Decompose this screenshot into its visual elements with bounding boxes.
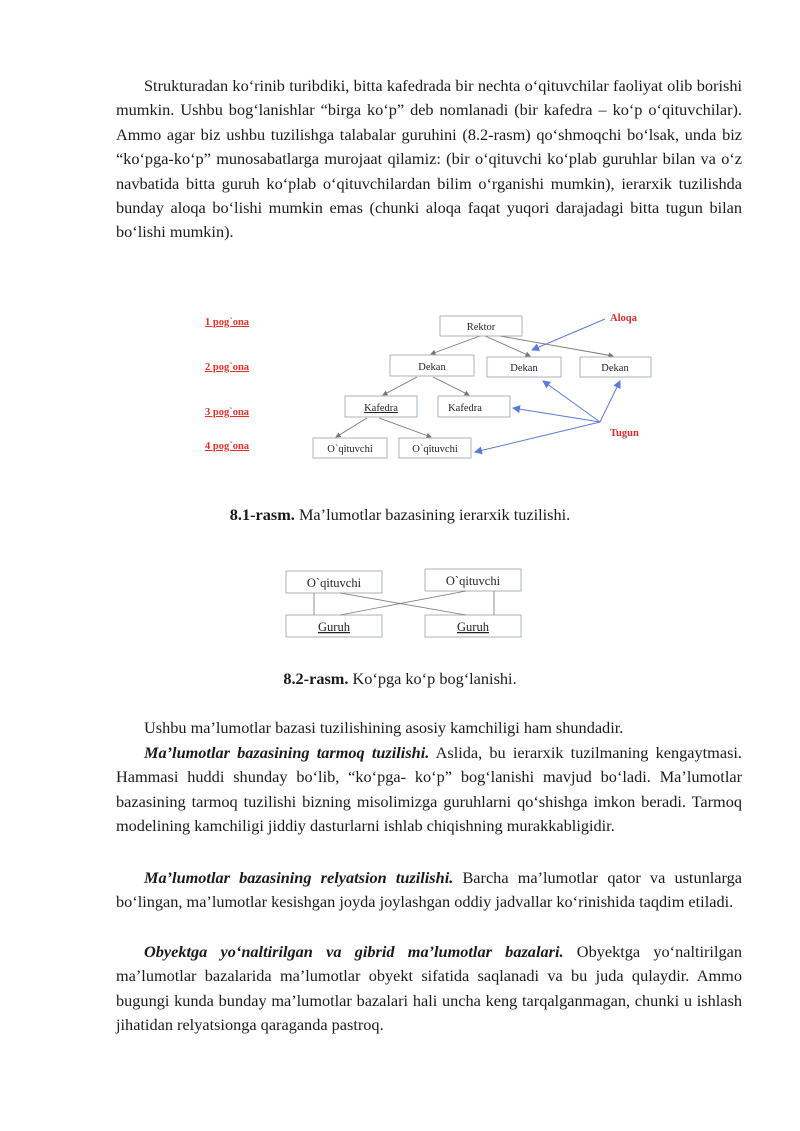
object-section-title: Obyektga yo‘naltirilgan va gibrid ma’lumotlar bazalari. [144,942,564,961]
svg-text:O`qituvchi: O`qituvchi [412,444,458,455]
svg-text:Guruh: Guruh [457,620,489,634]
fig2-connectors [314,591,494,615]
many-to-many-diagram [280,563,530,645]
node-kafedra-1 [345,396,417,417]
svg-text:O`qituvchi: O`qituvchi [445,574,501,588]
annotation-tugun: Tugun [610,428,639,439]
figure2-caption-text: Ko‘pga ko‘p bog‘lanishi. [348,669,517,688]
svg-text:O`qituvchi: O`qituvchi [306,576,362,590]
network-section-paragraph [116,741,742,839]
level-label-2: 2 pog`ona [205,362,250,373]
tree-connectors [336,336,613,437]
object-section-text: Obyektga yo‘naltirilgan ma’lumotlar bazalarida ma’lumotlar obyekt sifatida saqlanadi va bu juda qulaydir. Ammo bugungi kunda bunday ma’lumotlar bazalari hali uncha keng tarqalganmagan, chunki u ishlash jihatidan relyatsionga qaraganda pastroq. [116,942,742,1035]
relational-section-title: Ma’lumotlar bazasining relyatsion tuzilishi. [144,868,454,887]
node-dekan-2 [487,357,561,377]
svg-text:O`qituvchi: O`qituvchi [327,444,373,455]
intro-paragraph: Strukturadan ko‘rinib turibdiki, bitta kafedrada bir nechta o‘qituvchilar faoliyat olib borishi mumkin. Ushbu bog‘lanishlar “birga ko‘p” deb nomlanadi (bir kafedra – ko‘p o‘qituvchilar). Ammo agar biz ushbu tuzilishga talabalar guruhini (8.2-rasm) qo‘shmoqchi bo‘lsak, unda biz “ko‘pga-ko‘p” munosabatlarga murojaat qilamiz: (bir o‘qituvchi ko‘plab guruhlar bilan va o‘z navbatida bitta guruh ko‘plab o‘qituvchilardan bilim o‘rganishi mumkin), ierarxik tuzilishda bunday aloqa bo‘lishi mumkin emas (chunki aloqa faqat yuqori darajadagi bitta tugun bilan bo‘lishi mumkin). [116,76,742,242]
fig2-node-oqituvchi-2 [425,569,521,591]
node-oqituvchi-1 [313,438,387,458]
figure1-caption-label: 8.1-rasm. [229,505,295,524]
fig2-node-guruh-1 [286,615,382,637]
node-dekan-3 [580,357,651,377]
object-section-paragraph [116,940,742,1038]
network-section-text: Aslida, bu ierarxik tuzilmaning kengaytmasi. Hammasi huddi shunday bo‘lib, “ko‘pga- ko‘p” bog‘lanishi mavjud bo‘ladi. Ma’lumotlar bazasining tarmoq tuzilishi bizning misolimizga guruhlarni qo‘shishga imkon beradi. Tarmoq modelining kamchiligi jiddiy dasturlarni ishlab chiqishning murakkabligidir. [116,743,742,836]
figure1-caption-text: Ma’lumotlar bazasining ierarxik tuzilishi. [294,505,571,524]
svg-text:Dekan: Dekan [510,363,538,374]
shortcoming-paragraph: Ushbu ma’lumotlar bazasi tuzilishining asosiy kamchiligi ham shundadir. [144,718,624,737]
svg-text:Guruh: Guruh [318,620,350,634]
annotation-aloqa: Aloqa [610,313,637,324]
figure2-caption [0,669,800,689]
node-rektor [440,316,522,336]
level-label-4: 4 pog`ona [205,441,250,452]
fig2-node-guruh-2 [425,615,521,637]
node-kafedra-2 [438,396,510,417]
figure1-caption [0,505,800,525]
svg-text:Rektor: Rektor [466,322,496,333]
svg-text:Kafedra: Kafedra [448,403,482,414]
svg-text:Dekan: Dekan [601,363,629,374]
svg-text:Dekan: Dekan [418,362,446,373]
relational-section-text: Barcha ma’lumotlar qator va ustunlarga bo‘lingan, ma’lumotlar kesishgan joyda joylashgan oddiy jadvallar ko‘rinishida taqdim etiladi. [116,868,742,912]
fig2-node-oqituvchi-1 [286,571,382,593]
svg-text:Kafedra: Kafedra [364,403,398,414]
aloqa-arrow [532,319,605,350]
node-oqituvchi-2 [399,438,471,458]
level-label-1: 1 pog`ona [205,317,250,328]
level-label-3: 3 pog`ona [205,407,250,418]
hierarchy-diagram [195,302,665,467]
node-dekan-1 [390,355,474,376]
relational-section-paragraph [116,866,742,915]
figure2-caption-label: 8.2-rasm. [283,669,349,688]
network-section-title: Ma’lumotlar bazasining tarmoq tuzilishi. [144,743,430,762]
